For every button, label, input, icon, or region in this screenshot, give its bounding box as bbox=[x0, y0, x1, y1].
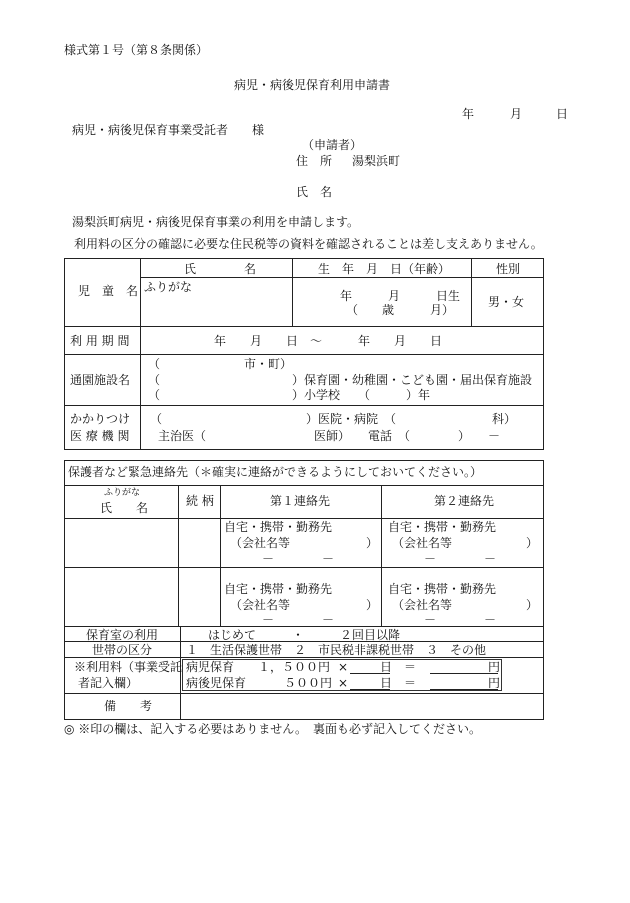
col-first-contact: 第１連絡先 bbox=[270, 494, 331, 508]
doctor-label-2: 医 療 機 関 bbox=[70, 429, 130, 443]
fee-row2-kind: 病後児保育 bbox=[186, 676, 247, 690]
date-day: 日 bbox=[556, 107, 569, 121]
addressee: 病児・病後児保育事業受託者 様 bbox=[72, 123, 265, 137]
date-year: 年 bbox=[462, 107, 475, 121]
company-close-r2-c1: ） bbox=[366, 598, 379, 612]
school-line-2[interactable]: （ ）保育園・幼稚園・こども園・届出保育施設 bbox=[148, 373, 533, 387]
address-value: 湯梨浜町 bbox=[352, 154, 401, 168]
school-label: 通園施設名 bbox=[70, 373, 131, 387]
school-line-1[interactable]: （ 市・町） bbox=[148, 357, 293, 371]
footer-note: ◎ ※印の欄は、記入する必要はありません。 裏面も必ず記入してください。 bbox=[64, 722, 482, 736]
contact-type-r1-c1[interactable]: 自宅・携帯・勤務先 bbox=[224, 520, 333, 534]
col-birth-header: 生 年 月 日（年齢） bbox=[318, 262, 451, 276]
col-name-header: 氏 名 bbox=[184, 262, 257, 276]
doctor-label-1: かかりつけ bbox=[70, 412, 131, 426]
doctor-line-1[interactable]: （ ）医院・病院 （ 科） bbox=[150, 412, 517, 426]
form-number: 様式第１号（第８条関係） bbox=[64, 43, 209, 57]
applicant-label: （申請者） bbox=[302, 138, 363, 152]
furigana-small: ふりがな bbox=[104, 488, 141, 498]
household-value[interactable]: １ 生活保護世帯 ２ 市民税非課税世帯 ３ その他 bbox=[186, 643, 487, 657]
period-field[interactable]: 年 月 日 ～ 年 月 日 bbox=[214, 334, 443, 348]
contact-type-r1-c2[interactable]: 自宅・携帯・勤務先 bbox=[388, 520, 497, 534]
col-sex-header: 性別 bbox=[496, 262, 521, 276]
phone-r1-c2[interactable]: － － bbox=[424, 552, 497, 566]
contact-type-r2-c2[interactable]: 自宅・携帯・勤務先 bbox=[388, 582, 497, 596]
company-close-r2-c2: ） bbox=[526, 598, 539, 612]
col-contact-name: 氏 名 bbox=[100, 501, 149, 515]
school-line-3[interactable]: （ ）小学校 （ ）年 bbox=[148, 388, 431, 402]
fee-row1-price: １，５００円 bbox=[258, 660, 331, 674]
fee-row1-kind: 病児保育 bbox=[186, 660, 235, 674]
fee-row1-equals: ＝ bbox=[404, 660, 417, 674]
fee-row2-equals: ＝ bbox=[404, 676, 417, 690]
fee-row1-times: × bbox=[338, 660, 349, 674]
company-open-r1-c1[interactable]: （会社名等 bbox=[230, 536, 291, 550]
company-open-r1-c2[interactable]: （会社名等 bbox=[392, 536, 453, 550]
col-relation: 続 柄 bbox=[186, 494, 214, 508]
emergency-header: 保護者など緊急連絡先（＊確実に連絡ができるようにしておいてください。） bbox=[68, 465, 483, 479]
remarks-label: 備 考 bbox=[104, 699, 153, 713]
fee-row2-times: × bbox=[338, 676, 349, 690]
name-label: 氏 名 bbox=[296, 185, 333, 199]
contact-type-r2-c1[interactable]: 自宅・携帯・勤務先 bbox=[224, 582, 333, 596]
fee-row2-yen: 円 bbox=[488, 676, 501, 690]
fee-row1-yen: 円 bbox=[488, 660, 501, 674]
date-month: 月 bbox=[510, 107, 523, 121]
doctor-line-2[interactable]: 主治医（ 医師） 電話 （ ） － bbox=[158, 429, 501, 443]
period-label: 利 用 期 間 bbox=[70, 334, 130, 348]
birth-age-field[interactable]: （ 歳 月） bbox=[346, 303, 455, 317]
company-close-r1-c1: ） bbox=[366, 536, 379, 550]
household-label: 世帯の区分 bbox=[92, 643, 153, 657]
fee-label-1: ※利用料（事業受託 bbox=[74, 660, 183, 674]
remarks-field[interactable] bbox=[181, 694, 543, 719]
room-use-value[interactable]: はじめて ・ ２回目以降 bbox=[208, 628, 401, 642]
intro-line-1: 湯梨浜町病児・病後児保育事業の利用を申請します。 bbox=[72, 215, 360, 229]
phone-r2-c1[interactable]: － － bbox=[262, 613, 335, 627]
phone-r1-c1[interactable]: － － bbox=[262, 552, 335, 566]
fee-row1-day-unit: 日 bbox=[380, 660, 393, 674]
sex-field[interactable]: 男・女 bbox=[488, 295, 525, 309]
company-close-r1-c2: ） bbox=[526, 536, 539, 550]
company-open-r2-c2[interactable]: （会社名等 bbox=[392, 598, 453, 612]
fee-label-2: 者記入欄） bbox=[78, 676, 139, 690]
birth-date-field[interactable]: 年 月 日生 bbox=[340, 289, 461, 303]
fee-row2-day-unit: 日 bbox=[380, 676, 393, 690]
page-title: 病児・病後児保育利用申請書 bbox=[234, 78, 391, 92]
company-open-r2-c1[interactable]: （会社名等 bbox=[230, 598, 291, 612]
intro-line-2: 利用料の区分の確認に必要な住民税等の資料を確認されることは差し支えありません。 bbox=[74, 237, 543, 251]
address-label: 住 所 bbox=[296, 154, 333, 168]
fee-row2-price: ５００円 bbox=[284, 676, 333, 690]
child-name-label: 児 童 名 bbox=[78, 284, 139, 298]
room-use-label: 保育室の利用 bbox=[86, 628, 159, 642]
col-second-contact: 第２連絡先 bbox=[434, 494, 495, 508]
phone-r2-c2[interactable]: － － bbox=[424, 613, 497, 627]
furigana-label: ふりがな bbox=[144, 280, 193, 294]
